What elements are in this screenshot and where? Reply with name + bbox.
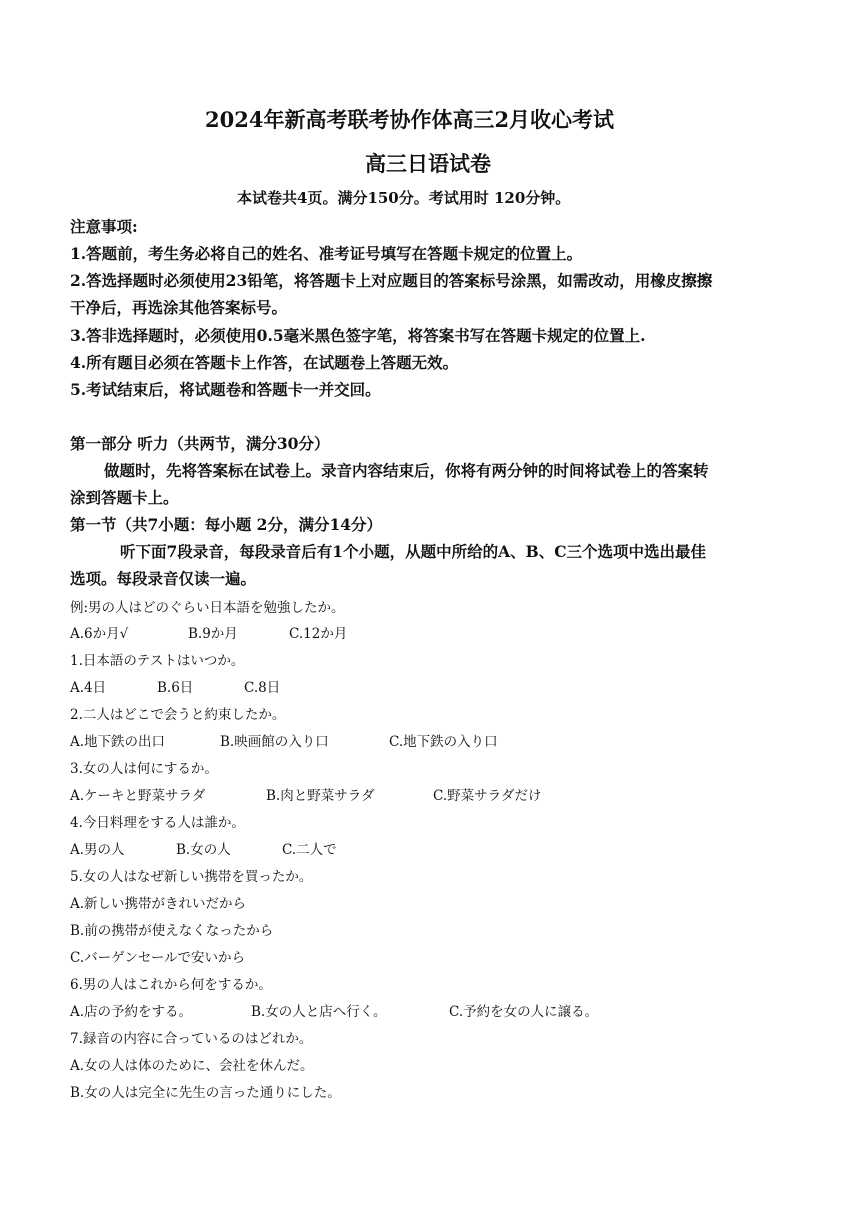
paper-title: 高三日语试卷: [365, 151, 491, 176]
question-2: 2.二人はどこで会うと約束したか。: [70, 707, 286, 723]
example-option-c: C.12か月: [289, 626, 348, 642]
note-item: 5.考试结束后，将试题卷和答题卡一并交回。: [70, 380, 381, 399]
question-5: 5.女の人はなぜ新しい携帯を買ったか。: [70, 869, 313, 885]
part1-instructions: 做题时，先将答案标在试卷上。录音内容结束后，你将有两分钟的时间将试卷上的答案转: [104, 461, 709, 480]
question-7-option-b: B.女の人は完全に先生の言った通りにした。: [70, 1085, 341, 1101]
exam-info: 本试卷共4页。满分150分。考试用时 120分钟。: [237, 189, 571, 207]
question-2-option-c: C.地下鉄の入り口: [389, 734, 498, 750]
question-5-option-a: A.新しい携帯がきれいだから: [70, 896, 247, 912]
question-7-option-a: A.女の人は体のために、会社を休んだ。: [70, 1058, 314, 1074]
part1-instructions: 涂到答题卡上。: [70, 488, 179, 507]
question-6-option-c: C.予約を女の人に譲る。: [449, 1004, 599, 1020]
note-item: 3.答非选择题时，必须使用0.5毫米黑色签字笔，将答案书写在答题卡规定的位置上.: [70, 326, 646, 345]
part1-heading: 第一部分 听力（共两节，满分30分）: [70, 434, 330, 453]
section1-instructions: 听下面7段录音，每段录音后有1个小题，从题中所给的A、B、C三个选项中选出最佳: [120, 542, 707, 561]
note-item: 4.所有题目必须在答题卡上作答，在试题卷上答题无效。: [70, 353, 459, 372]
question-6: 6.男の人はこれから何をするか。: [70, 977, 272, 993]
question-1-option-a: A.4日: [70, 680, 107, 696]
question-4: 4.今日料理をする人は誰か。: [70, 815, 245, 831]
note-item: 1.答题前，考生务必将自己的姓名、准考证号填写在答题卡规定的位置上。: [70, 244, 583, 263]
section1-instructions: 选项。每段录音仅读一遍。: [70, 569, 257, 588]
question-1-option-b: B.6日: [157, 680, 194, 696]
note-item: 干净后，再选涂其他答案标号。: [70, 298, 288, 317]
question-5-option-b: B.前の携帯が使えなくなったから: [70, 923, 274, 939]
question-3-option-a: A.ケーキと野菜サラダ: [70, 788, 206, 804]
question-3-option-c: C.野菜サラダだけ: [433, 788, 542, 804]
question-1: 1.日本語のテストはいつか。: [70, 653, 245, 669]
section1-heading: 第一节（共7小题：每小题 2分，满分14分）: [70, 515, 383, 534]
notes-heading: 注意事项:: [70, 217, 138, 236]
note-item: 2.答选择题时必须使用23铅笔，将答题卡上对应题目的答案标号涂黑，如需改动，用橡皮擦擦: [70, 271, 713, 290]
example-option-a: A.6か月√: [70, 626, 129, 642]
question-2-option-a: A.地下鉄の出口: [70, 734, 166, 750]
question-3: 3.女の人は何にするか。: [70, 761, 218, 777]
question-6-option-b: B.女の人と店へ行く。: [251, 1004, 387, 1020]
question-4-option-c: C.二人で: [282, 842, 337, 858]
question-1-option-c: C.8日: [244, 680, 281, 696]
question-4-option-b: B.女の人: [176, 842, 231, 858]
question-6-option-a: A.店の予約をする。: [70, 1004, 193, 1020]
exam-title: 2024年新高考联考协作体高三2月收心考试: [205, 107, 615, 132]
example-option-b: B.9か月: [188, 626, 238, 642]
question-5-option-c: C.バーゲンセールで安いから: [70, 950, 246, 966]
question-2-option-b: B.映画館の入り口: [220, 734, 329, 750]
question-3-option-b: B.肉と野菜サラダ: [266, 788, 375, 804]
question-7: 7.録音の内容に合っているのはどれか。: [70, 1031, 313, 1047]
example-question: 例:男の人はどのぐらい日本語を勉強したか。: [70, 600, 345, 616]
question-4-option-a: A.男の人: [70, 842, 125, 858]
